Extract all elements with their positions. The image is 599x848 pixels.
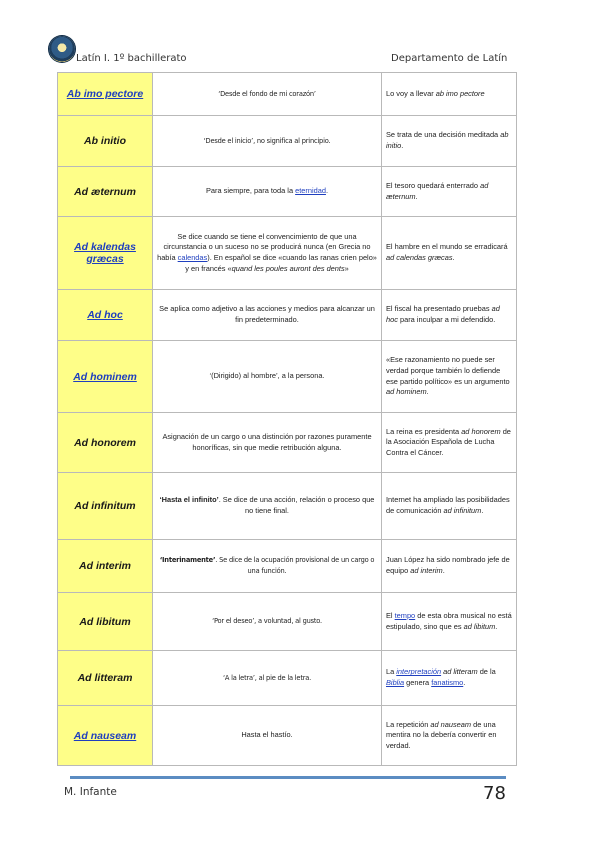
school-seal-icon <box>49 36 75 62</box>
table-row <box>58 706 517 766</box>
example-cell: La repetición ad nauseam de una mentira no la debería convertir en verdad. <box>382 706 517 766</box>
table-row <box>58 651 517 706</box>
footer-author: M. Infante <box>64 786 117 798</box>
meaning-cell: ‘Desde el inicio’, no significa al principio. <box>153 116 382 167</box>
term-cell: Ad litteram <box>58 651 153 706</box>
biblia-link[interactable]: Biblia <box>386 678 405 687</box>
meaning-cell: Asignación de un cargo o una distinción por razones puramente honoríficas, sin que medie retribución alguna. <box>153 413 382 473</box>
term-cell: Ad interim <box>58 540 153 593</box>
page-number: 78 <box>483 783 506 804</box>
footer-divider <box>70 776 506 779</box>
interpretacion-link[interactable]: interpretación <box>396 667 442 677</box>
example-cell: El fiscal ha presentado pruebas ad hoc para inculpar a mi defendido. <box>382 290 517 341</box>
meaning-cell: ‘Desde el fondo de mi corazón’ <box>153 73 382 116</box>
table-row <box>58 73 517 116</box>
meaning-cell: ‘(Dirigido) al hombre’, a la persona. <box>153 341 382 413</box>
term-link[interactable]: Ad kalendas græcas <box>58 217 153 290</box>
meaning-cell: ‘A la letra’, al pie de la letra. <box>153 651 382 706</box>
term-cell: Ad libitum <box>58 593 153 651</box>
term-cell: Ad æternum <box>58 167 153 217</box>
term-cell: Ad infinitum <box>58 473 153 540</box>
example-cell: «Ese razonamiento no puede ser verdad porque también lo defiende ese partido político» es un argumento ad hominem. <box>382 341 517 413</box>
example-cell: La interpretación ad litteram de la Biblia genera fanatismo. <box>382 651 517 706</box>
latin-expressions-table <box>57 72 517 766</box>
table-row <box>58 593 517 651</box>
term-link[interactable]: Ad hominem <box>58 341 153 413</box>
term-cell: Ad honorem <box>58 413 153 473</box>
table-row <box>58 217 517 290</box>
meaning-cell: ‘Hasta el infinito’. Se dice de una acción, relación o proceso que no tiene final. <box>153 473 382 540</box>
calendas-link[interactable]: calendas <box>177 253 208 262</box>
example-cell: Juan López ha sido nombrado jefe de equipo ad interim. <box>382 540 517 593</box>
meaning-cell: ‘Por el deseo’, a voluntad, al gusto. <box>153 593 382 651</box>
example-cell: Lo voy a llevar ab imo pectore <box>382 73 517 116</box>
meaning-cell: Hasta el hastío. <box>153 706 382 766</box>
fanatismo-link[interactable]: fanatismo <box>431 678 464 687</box>
example-cell: El tesoro quedará enterrado ad æternum. <box>382 167 517 217</box>
table-row <box>58 290 517 341</box>
table-row <box>58 116 517 167</box>
term-link[interactable]: Ad nauseam <box>58 706 153 766</box>
example-cell: Se trata de una decisión meditada ab initio. <box>382 116 517 167</box>
table-row <box>58 473 517 540</box>
meaning-cell: Se aplica como adjetivo a las acciones y medios para alcanzar un fin predeterminado. <box>153 290 382 341</box>
tempo-link[interactable]: tempo <box>394 610 416 620</box>
example-cell: Internet ha ampliado las posibilidades de comunicación ad infinitum. <box>382 473 517 540</box>
meaning-cell: Para siempre, para toda la eternidad. <box>153 167 382 217</box>
table-row <box>58 540 517 593</box>
table-row <box>58 413 517 473</box>
department-header: Departamento de Latín <box>391 53 508 64</box>
eternidad-link[interactable]: eternidad <box>295 186 326 196</box>
example-cell: El hambre en el mundo se erradicará ad calendas græcas. <box>382 217 517 290</box>
meaning-cell: Se dice cuando se tiene el convencimiento de que una circunstancia o un suceso no se producirá nunca (en Grecia no había calendas). En español se dice «cuando las ranas crien pelo» y en francés «quand les poules auront des dents» <box>153 217 382 290</box>
term-link[interactable]: Ab imo pectore <box>58 73 153 116</box>
course-header: Latín I. 1º bachillerato <box>76 53 187 64</box>
term-cell: Ab initio <box>58 116 153 167</box>
term-link[interactable]: Ad hoc <box>58 290 153 341</box>
table-row <box>58 341 517 413</box>
example-cell: La reina es presidenta ad honorem de la Asociación Española de Lucha Contra el Cáncer. <box>382 413 517 473</box>
table-row <box>58 167 517 217</box>
example-cell: El tempo de esta obra musical no está estipulado, sino que es ad libitum. <box>382 593 517 651</box>
meaning-cell: ‘Interinamente’. Se dice de la ocupación provisional de un cargo o una función. <box>153 540 382 593</box>
